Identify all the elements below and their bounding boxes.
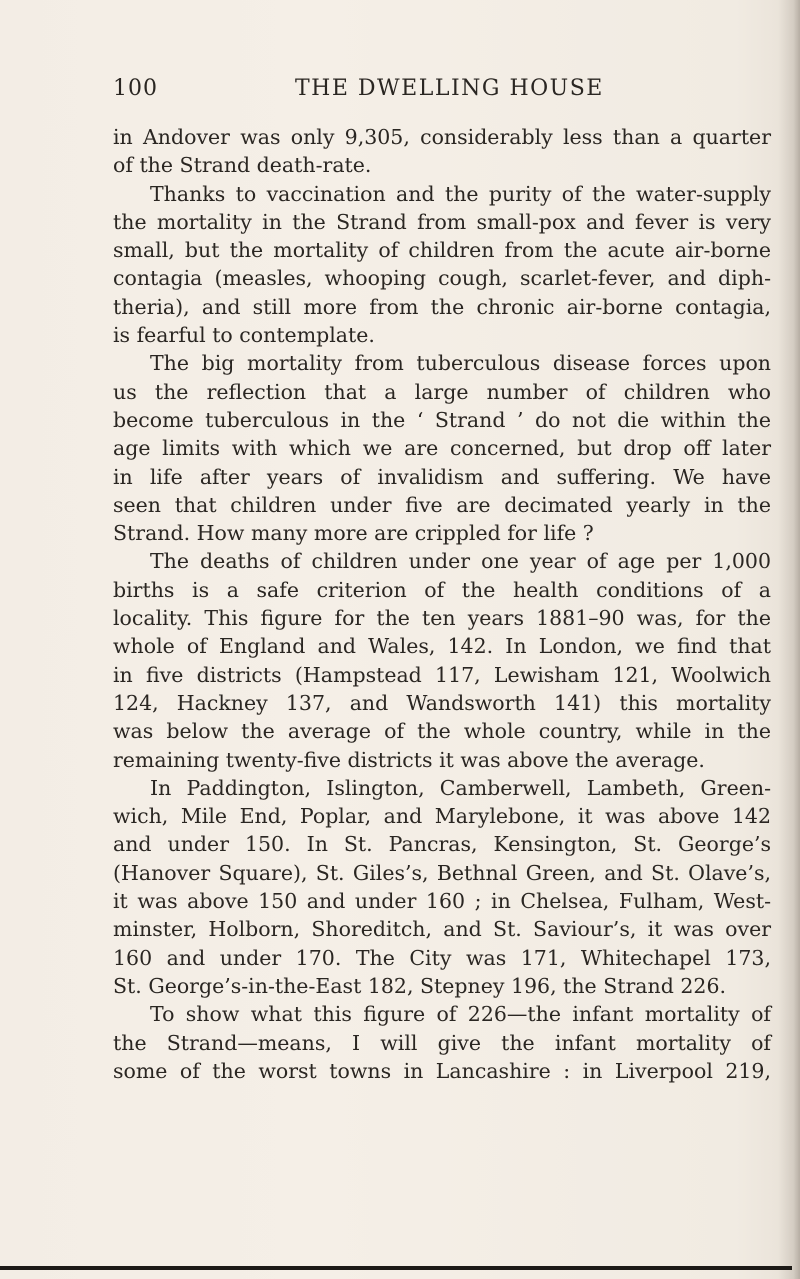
text-line: remaining twenty-five districts it was above the average. [113,747,705,772]
text-line: was below the average of the whole country, while in the [113,719,771,744]
text-line: in five districts (Hampstead 117, Lewisham 121, Woolwich [113,662,771,687]
text-line: whole of England and Wales, 142. In London, we find that [113,634,771,659]
page-number: 100 [113,76,158,101]
text-line: us the reflection that a large number of children who [113,379,771,404]
text-line: Strand. How many more are crippled for life ? [113,521,594,546]
text-line: locality. This figure for the ten years 1881–90 was, for the [113,606,771,631]
text-line: theria), and still more from the chronic air-borne contagia, [113,294,771,319]
text-line: the mortality in the Strand from small-pox and fever is very [113,209,771,234]
text-line: births is a safe criterion of the health conditions of a [113,577,771,602]
text-line: In Paddington, Islington, Camberwell, Lambeth, Green- [150,775,771,800]
text-line: in Andover was only 9,305, considerably less than a quarter [113,125,771,149]
text-line: some of the worst towns in Lancashire : in Liverpool 219, [113,1058,771,1083]
body-text [113,123,771,1085]
text-line: wich, Mile End, Poplar, and Marylebone, it was above 142 [113,804,771,829]
page-edge-shadow [778,0,800,1279]
text-line: To show what this figure of 226—the infant mortality of [150,1002,771,1027]
text-line: St. George’s-in-the-East 182, Stepney 196, the Strand 226. [113,973,726,998]
text-line: in life after years of invalidism and suffering. We have [113,464,771,489]
text-line: (Hanover Square), St. Giles’s, Bethnal Green, and St. Olave’s, [113,860,771,885]
bottom-rule [0,1266,792,1270]
text-line: of the Strand death-rate. [113,153,372,178]
text-line: become tuberculous in the ‘ Strand ’ do not die within the [113,407,771,432]
running-title: THE DWELLING HOUSE [295,76,604,101]
text-line: 124, Hackney 137, and Wandsworth 141) this mortality [113,690,771,715]
text-line: is fearful to contemplate. [113,323,375,348]
text-line: age limits with which we are concerned, but drop off later [113,436,771,461]
text-line: small, but the mortality of children from the acute air-borne [113,238,771,263]
text-line: it was above 150 and under 160 ; in Chelsea, Fulham, West- [113,889,771,914]
text-line: contagia (measles, whooping cough, scarlet-fever, and diph- [113,266,771,291]
text-line: 160 and under 170. The City was 171, Whitechapel 173, [113,945,771,970]
text-line: The big mortality from tuberculous disease forces upon [150,351,771,376]
text-line: Thanks to vaccination and the purity of the water-supply [150,181,771,206]
running-head [113,76,771,110]
text-line: minster, Holborn, Shoreditch, and St. Saviour’s, it was over [113,917,771,942]
text-line: The deaths of children under one year of age per 1,000 [150,549,771,574]
text-line: and under 150. In St. Pancras, Kensington, St. George’s [113,832,771,857]
text-line: the Strand—means, I will give the infant mortality of [113,1030,771,1055]
text-line: seen that children under five are decimated yearly in the [113,492,771,517]
